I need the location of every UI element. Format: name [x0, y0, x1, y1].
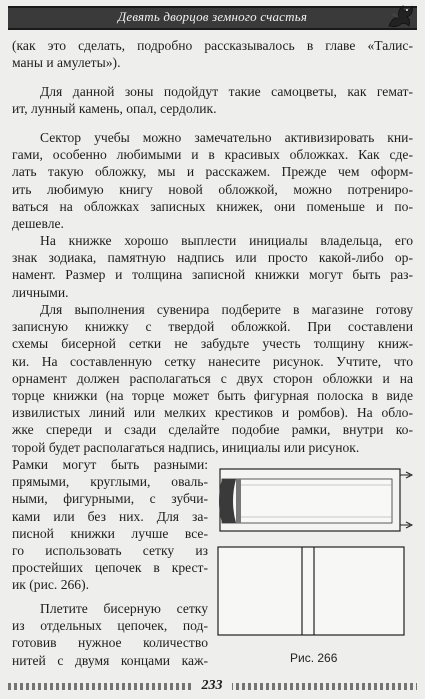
paragraph-5: [12, 301, 413, 456]
text-line: ками или без них. Для за-: [12, 508, 208, 524]
text-line: го использовать сетку из: [12, 543, 208, 559]
text-line: намент. Размер и толщина записной книжки могут быть раз-: [12, 267, 413, 283]
text-line: ит, лунный камень, опал, сердолик.: [12, 101, 217, 117]
text-line: писной книжки лучше все-: [12, 525, 208, 541]
text-line: готовив нужное количество: [12, 635, 208, 651]
text-line: маны и амулеты»).: [12, 55, 121, 71]
text-line: (как это сделать, подробно рассказывалось в главе «Талис-: [12, 38, 413, 53]
text-line: из отдельных цепочек, под-: [12, 618, 208, 634]
paragraph-4: [12, 232, 413, 301]
text-line: знак зодиака, памятную надпись или просто какой-либо ор-: [12, 250, 413, 266]
page-number: 233: [192, 677, 232, 695]
text-line: нитей с двумя концами каж-: [12, 652, 208, 668]
text-line: ными, фигурными, с зубчи-: [12, 491, 208, 507]
book-spine-view: [219, 469, 412, 531]
dragon-icon: [385, 2, 415, 32]
text-line: Рамки могут быть разными:: [12, 457, 208, 472]
notebook-figure: [214, 465, 414, 645]
text-line: ик (рис. 266).: [12, 577, 90, 593]
text-line: извилистых линий или мелких крестиков и ромбов). На обло-: [12, 405, 413, 421]
running-header: [8, 6, 417, 30]
page-footer: [8, 677, 417, 695]
open-cover-view: [218, 547, 404, 635]
text-line: торой будет располагаться надпись, инициалы или рисунок.: [12, 439, 360, 455]
text-line: ваться на обложках записных книжек, они поменьше и по-: [12, 198, 413, 214]
text-line: Для данной зоны подойдут такие самоцветы, как гемат-: [40, 84, 413, 99]
text-line: прямыми, круглыми, оваль-: [12, 474, 208, 490]
running-title: Девять дворцов земного счастья: [117, 9, 308, 24]
paragraph-1: [12, 37, 413, 71]
text-line: ить любимую книгу новой обложкой, можно потрениро-: [12, 181, 413, 197]
paragraph-3: [12, 129, 413, 232]
text-line: Сектор учебы можно замечательно активизировать кни-: [40, 130, 413, 145]
paragraph-2: [12, 83, 413, 117]
text-line: жке спереди и сзади сделайте подобие рамки, внутри ко-: [12, 422, 413, 438]
text-line: ки. На составленную сетку нанесите рисунок. Учтите, что: [12, 353, 413, 369]
text-line: гами, особенно любимыми и в красивых обложках. Как сде-: [12, 147, 413, 163]
text-line: Плетите бисерную сетку: [40, 601, 208, 616]
text-line: записную книжку с твердой обложкой. При составлени: [12, 319, 413, 335]
text-line: схемы бисерной сетки не забудьте учесть толщину книж-: [12, 336, 413, 352]
text-line: личными.: [12, 284, 69, 300]
paragraph-7: [12, 600, 208, 669]
figure-caption: Рис. 266: [290, 651, 338, 665]
text-line: Для выполнения сувенира подберите в магазине готову: [40, 302, 413, 317]
text-line: простейших цепочек в крест-: [12, 560, 208, 576]
paragraph-6: [12, 456, 208, 594]
text-line: На книжке хорошо выплести инициалы владельца, его: [40, 233, 413, 248]
text-line: лать такую обложку, мы и расскажем. Прежде чем оформ-: [12, 164, 413, 180]
text-line: дешевле.: [12, 216, 64, 232]
text-line: торце книжки (на торце может быть фигурная полоска в виде: [12, 388, 413, 404]
text-line: орнамент должен располагаться с двух сторон обложки и на: [12, 370, 413, 386]
